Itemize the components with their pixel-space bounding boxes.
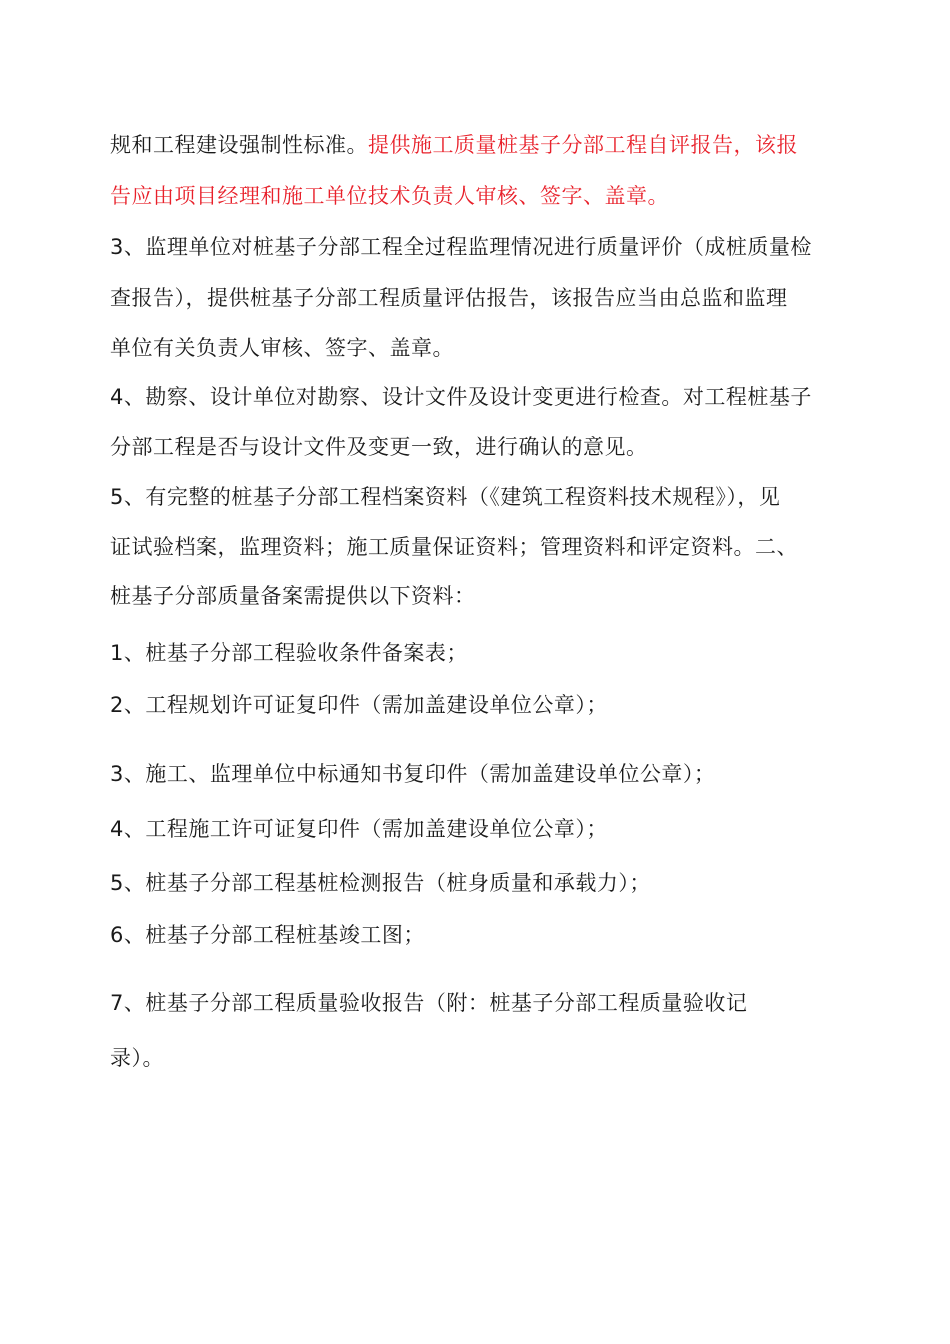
list-item-3: 3、施工、监理单位中标通知书复印件（需加盖建设单位公章）； [110,762,716,786]
text-line-1-highlight: 提供施工质量桩基子分部工程自评报告，该报 [368,133,798,157]
text-line-1-normal: 规和工程建设强制性标准。 [110,133,368,157]
list-item-6: 6、桩基子分部工程桩基竣工图； [110,923,425,947]
text-line-1 [110,130,798,160]
text-line-6: 4、勘察、设计单位对勘察、设计文件及设计变更进行检查。对工程桩基子 [110,385,812,409]
list-item-2: 2、工程规划许可证复印件（需加盖建设单位公章）； [110,693,608,717]
list-item-1: 1、桩基子分部工程验收条件备案表； [110,641,468,665]
list-item-7-continued: 录）。 [110,1046,164,1070]
text-line-7: 分部工程是否与设计文件及变更一致，进行确认的意见。 [110,435,648,459]
text-line-5: 单位有关负责人审核、签字、盖章。 [110,336,454,360]
list-item-5: 5、桩基子分部工程基桩检测报告（桩身质量和承载力）； [110,871,651,895]
text-line-4: 查报告），提供桩基子分部工程质量评估报告，该报告应当由总监和监理 [110,286,788,310]
text-line-2-highlight: 告应由项目经理和施工单位技术负责人审核、签字、盖章。 [110,184,669,208]
text-line-9: 证试验档案，监理资料；施工质量保证资料；管理资料和评定资料。二、 [110,535,798,559]
list-item-7: 7、桩基子分部工程质量验收报告（附：桩基子分部工程质量验收记 [110,991,748,1015]
text-line-8: 5、有完整的桩基子分部工程档案资料（《建筑工程资料技术规程》），见 [110,485,781,509]
text-line-10: 桩基子分部质量备案需提供以下资料： [110,584,476,608]
text-line-3: 3、监理单位对桩基子分部工程全过程监理情况进行质量评价（成桩质量检 [110,235,812,259]
list-item-4: 4、工程施工许可证复印件（需加盖建设单位公章）； [110,817,608,841]
